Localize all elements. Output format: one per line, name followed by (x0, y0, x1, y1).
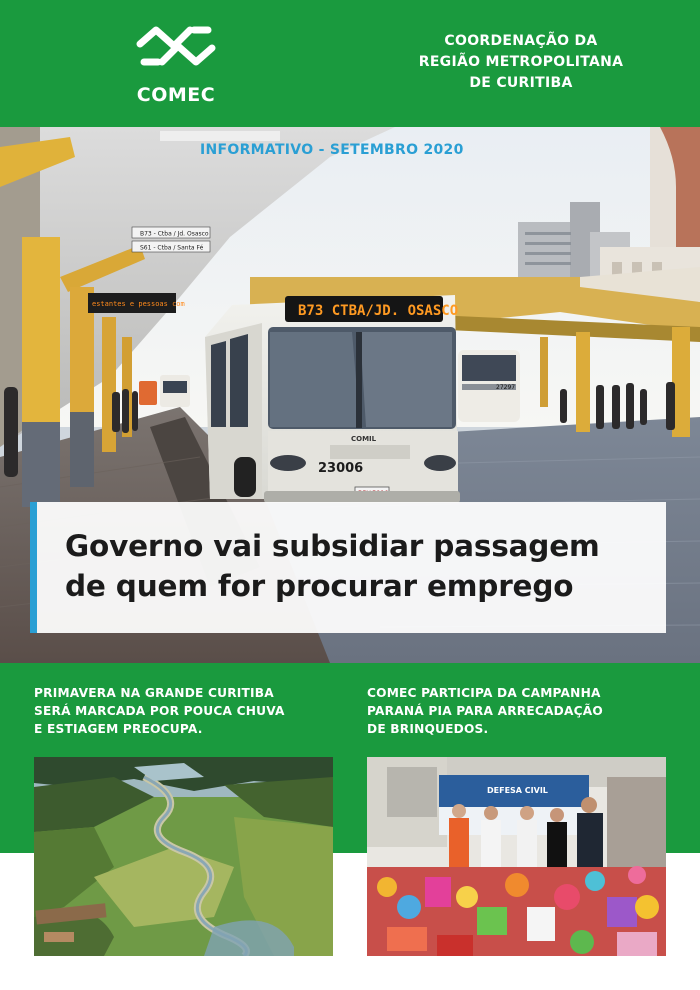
story-title-line: E ESTIAGEM PREOCUPA. (34, 722, 203, 736)
stories-section (0, 663, 700, 990)
toy-campaign-photo[interactable] (367, 757, 666, 956)
story-title-line: DE BRINQUEDOS. (367, 722, 489, 736)
headline[interactable] (65, 526, 665, 606)
story-title-line: PRIMAVERA NA GRANDE CURITIBA (34, 686, 274, 700)
story-title[interactable] (367, 684, 667, 738)
comec-logo-icon (134, 22, 218, 78)
org-line: REGIÃO METROPOLITANA (418, 54, 624, 70)
story-title-line: PARANÁ PIA PARA ARRECADAÇÃO (367, 704, 603, 718)
org-line: DE CURITIBA (469, 75, 573, 91)
org-line: COORDENAÇÃO DA (444, 33, 598, 49)
toy-campaign-illustration (367, 757, 666, 956)
bus-brand: COMIL (351, 435, 377, 443)
story-title[interactable] (34, 684, 334, 738)
station-sign-1: B73 - Ctba / Jd. Osasco (140, 230, 209, 238)
organization-name (392, 31, 650, 94)
banner-text: DEFESA CIVIL (487, 786, 548, 795)
comec-logo (128, 22, 224, 108)
river-aerial-photo[interactable] (34, 757, 333, 956)
hero-photo (0, 127, 700, 663)
station-sign-2: S61 - Ctba / Santa Fé (140, 244, 204, 252)
story-title-line: COMEC PARTICIPA DA CAMPANHA (367, 686, 601, 700)
river-aerial-illustration (34, 757, 333, 956)
logo-text: COMEC (136, 84, 216, 106)
headline-line: Governo vai subsidiar passagem (65, 529, 600, 563)
bus-number: 23006 (318, 461, 364, 476)
far-bus-number: 27297 (496, 384, 516, 391)
edition-label: INFORMATIVO - SETEMBRO 2020 (200, 142, 464, 158)
led-display: estantes e pessoas com (92, 300, 185, 308)
story-title-line: SERÁ MARCADA POR POUCA CHUVA (34, 704, 285, 718)
destination-sign: B73 CTBA/JD. OSASCO (298, 303, 459, 319)
headline-line: de quem for procurar emprego (65, 569, 574, 603)
headline-box (30, 502, 666, 633)
header-banner (0, 0, 700, 127)
